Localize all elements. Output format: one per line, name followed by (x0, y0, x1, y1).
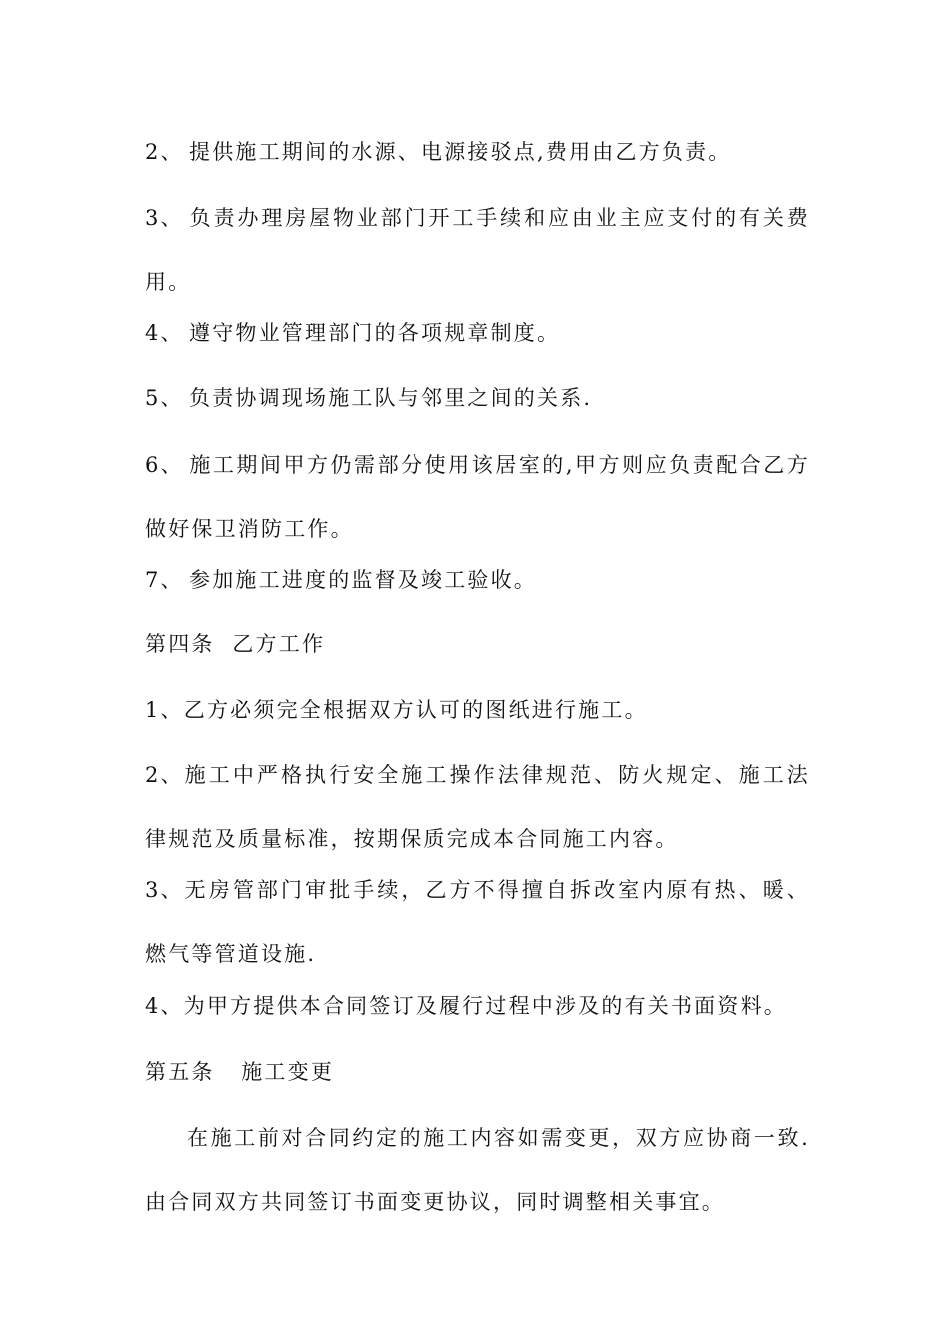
item-text: 无房管部门审批手续，乙方不得擅自拆改室内原有热、暖、燃气等管道设施. (145, 878, 810, 966)
item-number: 6、 (145, 453, 184, 477)
item-text: 施工期间甲方仍需部分使用该居室的,甲方则应负责配合乙方做好保卫消防工作。 (145, 453, 810, 541)
item-text: 施工中严格执行安全施工操作法律规范、防火规定、施工法律规范及质量标准，按期保质完成本合同施工内容。 (145, 763, 810, 851)
item-text: 乙方必须完全根据双方认可的图纸进行施工。 (183, 698, 648, 722)
item-text: 提供施工期间的水源、电源接驳点,费用由乙方负责。 (189, 140, 732, 164)
clause-item-4 (145, 301, 810, 365)
clause-item-7 (145, 548, 810, 612)
section-heading: 第四条 乙方工作 (145, 632, 326, 656)
item-number: 5、 (145, 386, 184, 410)
item-text: 负责协调现场施工队与邻里之间的关系. (189, 386, 593, 410)
item-number: 4、 (145, 994, 184, 1018)
clause-item-3 (145, 186, 810, 314)
section-4-item-2 (145, 743, 810, 871)
item-number: 3、 (145, 878, 184, 902)
clause-item-6 (145, 433, 810, 561)
section-5-body (145, 1106, 810, 1234)
section-heading: 第五条 施工变更 (145, 1060, 335, 1084)
item-number: 2、 (145, 763, 184, 787)
item-number: 2、 (145, 140, 184, 164)
section-4-item-4 (145, 974, 810, 1038)
item-number: 7、 (145, 568, 184, 592)
item-text: 遵守物业管理部门的各项规章制度。 (189, 321, 561, 345)
clause-item-2 (145, 120, 810, 184)
section-5-heading (145, 1040, 810, 1104)
item-number: 1、 (145, 698, 184, 722)
section-4-item-3 (145, 858, 810, 986)
item-number: 4、 (145, 321, 184, 345)
clause-item-5 (145, 366, 810, 430)
section-4-item-1 (145, 678, 810, 742)
item-text: 为甲方提供本合同签订及履行过程中涉及的有关书面资料。 (183, 994, 787, 1018)
item-number: 3、 (145, 206, 184, 230)
item-text: 参加施工进度的监督及竣工验收。 (189, 568, 537, 592)
paragraph-text: 在施工前对合同约定的施工内容如需变更，双方应协商一致.由合同双方共同签订书面变更协议，同时调整相关事宜。 (145, 1126, 810, 1214)
section-4-heading (145, 612, 810, 676)
item-text: 负责办理房屋物业部门开工手续和应由业主应支付的有关费用。 (145, 206, 810, 294)
